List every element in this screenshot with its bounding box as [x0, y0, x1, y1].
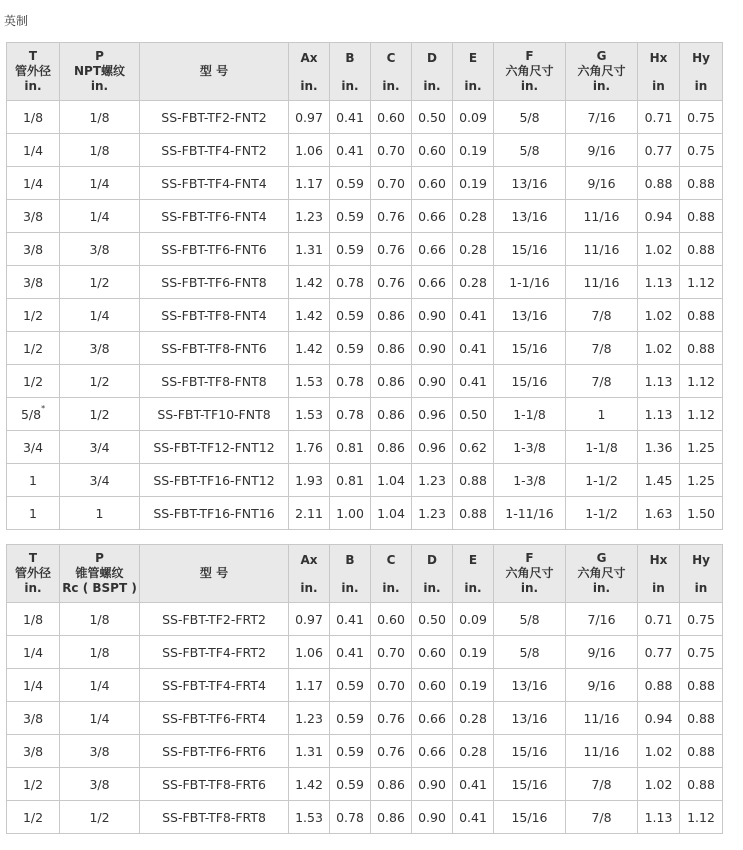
cell-tube-od: 3/8 — [7, 735, 60, 768]
cell-pipe-thread: 1/4 — [60, 299, 140, 332]
header-c: C in. — [371, 43, 412, 101]
cell-c: 0.70 — [371, 134, 412, 167]
cell-hy: 1.25 — [680, 431, 723, 464]
table-row — [7, 497, 723, 530]
cell-b: 0.59 — [330, 299, 371, 332]
cell-hy: 0.88 — [680, 702, 723, 735]
cell-hx: 0.71 — [638, 101, 680, 134]
cell-b: 0.81 — [330, 431, 371, 464]
cell-pipe-thread: 1/8 — [60, 636, 140, 669]
table-body — [7, 101, 723, 530]
cell-c: 1.04 — [371, 497, 412, 530]
table-row — [7, 398, 723, 431]
cell-hex-g: 1-1/2 — [566, 464, 638, 497]
cell-hex-f: 13/16 — [494, 702, 566, 735]
cell-hex-g: 7/8 — [566, 768, 638, 801]
cell-model-number: SS-FBT-TF8-FNT8 — [140, 365, 289, 398]
cell-hy: 0.75 — [680, 603, 723, 636]
cell-d: 0.66 — [412, 735, 453, 768]
header-e: E in. — [453, 43, 494, 101]
cell-e: 0.28 — [453, 735, 494, 768]
table-row — [7, 603, 723, 636]
cell-hy: 0.88 — [680, 669, 723, 702]
cell-e: 0.09 — [453, 101, 494, 134]
cell-tube-od: 5/8* — [7, 398, 60, 431]
cell-hy: 1.12 — [680, 801, 723, 834]
cell-c: 0.70 — [371, 636, 412, 669]
cell-b: 0.59 — [330, 167, 371, 200]
cell-e: 0.88 — [453, 464, 494, 497]
header-f: F 六角尺寸 in. — [494, 545, 566, 603]
cell-e: 0.41 — [453, 801, 494, 834]
cell-e: 0.09 — [453, 603, 494, 636]
cell-b: 0.78 — [330, 266, 371, 299]
cell-b: 0.41 — [330, 101, 371, 134]
cell-hex-g: 1-1/8 — [566, 431, 638, 464]
cell-b: 0.41 — [330, 636, 371, 669]
cell-tube-od: 1/4 — [7, 669, 60, 702]
cell-b: 0.41 — [330, 603, 371, 636]
cell-hex-f: 1-11/16 — [494, 497, 566, 530]
header-hy: Hy in — [680, 43, 723, 101]
cell-tube-od: 1/4 — [7, 167, 60, 200]
cell-b: 0.59 — [330, 200, 371, 233]
cell-pipe-thread: 1/8 — [60, 134, 140, 167]
cell-pipe-thread: 3/8 — [60, 332, 140, 365]
cell-hx: 0.77 — [638, 636, 680, 669]
table-row — [7, 768, 723, 801]
cell-d: 0.96 — [412, 398, 453, 431]
cell-hy: 1.12 — [680, 398, 723, 431]
cell-hex-f: 5/8 — [494, 636, 566, 669]
table-row — [7, 200, 723, 233]
cell-ax: 1.42 — [289, 299, 330, 332]
page-caption: 英制 — [4, 14, 29, 28]
cell-hx: 1.02 — [638, 768, 680, 801]
cell-hy: 0.88 — [680, 299, 723, 332]
cell-d: 0.66 — [412, 233, 453, 266]
cell-d: 0.66 — [412, 200, 453, 233]
cell-c: 0.76 — [371, 200, 412, 233]
header-b: B in. — [330, 43, 371, 101]
cell-d: 0.50 — [412, 603, 453, 636]
table-row — [7, 365, 723, 398]
cell-hex-g: 1-1/2 — [566, 497, 638, 530]
cell-e: 0.62 — [453, 431, 494, 464]
header-ax: Ax in. — [289, 43, 330, 101]
fitting-table-bspt — [6, 544, 723, 834]
table-row — [7, 431, 723, 464]
cell-hex-f: 15/16 — [494, 332, 566, 365]
cell-ax: 1.42 — [289, 266, 330, 299]
cell-d: 1.23 — [412, 497, 453, 530]
cell-d: 0.90 — [412, 801, 453, 834]
cell-hx: 1.63 — [638, 497, 680, 530]
cell-hx: 1.13 — [638, 266, 680, 299]
cell-model-number: SS-FBT-TF12-FNT12 — [140, 431, 289, 464]
cell-model-number: SS-FBT-TF4-FRT2 — [140, 636, 289, 669]
cell-hex-g: 9/16 — [566, 636, 638, 669]
cell-hex-g: 11/16 — [566, 200, 638, 233]
table-row — [7, 101, 723, 134]
cell-hex-f: 13/16 — [494, 299, 566, 332]
table-body — [7, 603, 723, 834]
cell-e: 0.19 — [453, 669, 494, 702]
cell-ax: 1.76 — [289, 431, 330, 464]
cell-c: 0.86 — [371, 299, 412, 332]
table-row — [7, 233, 723, 266]
cell-e: 0.19 — [453, 134, 494, 167]
cell-hex-f: 1-3/8 — [494, 431, 566, 464]
table-row — [7, 299, 723, 332]
cell-pipe-thread: 3/4 — [60, 464, 140, 497]
cell-model-number: SS-FBT-TF2-FNT2 — [140, 101, 289, 134]
cell-hex-f: 15/16 — [494, 365, 566, 398]
header-d: D in. — [412, 545, 453, 603]
cell-hex-g: 9/16 — [566, 134, 638, 167]
header-b: B in. — [330, 545, 371, 603]
cell-tube-od: 3/4 — [7, 431, 60, 464]
cell-pipe-thread: 1/4 — [60, 669, 140, 702]
cell-hex-g: 11/16 — [566, 735, 638, 768]
cell-hx: 1.02 — [638, 332, 680, 365]
cell-model-number: SS-FBT-TF8-FRT6 — [140, 768, 289, 801]
header-hx: Hx in — [638, 545, 680, 603]
cell-e: 0.19 — [453, 167, 494, 200]
cell-hex-f: 15/16 — [494, 233, 566, 266]
cell-d: 0.60 — [412, 636, 453, 669]
cell-c: 0.76 — [371, 735, 412, 768]
header-d: D in. — [412, 43, 453, 101]
header-c: C in. — [371, 545, 412, 603]
cell-pipe-thread: 1 — [60, 497, 140, 530]
cell-hex-g: 9/16 — [566, 167, 638, 200]
cell-c: 0.76 — [371, 702, 412, 735]
cell-hex-g: 7/8 — [566, 801, 638, 834]
cell-tube-od: 3/8 — [7, 702, 60, 735]
table-row — [7, 332, 723, 365]
cell-c: 0.86 — [371, 365, 412, 398]
cell-hex-f: 15/16 — [494, 735, 566, 768]
cell-hex-f: 15/16 — [494, 801, 566, 834]
cell-tube-od: 1/4 — [7, 636, 60, 669]
cell-ax: 1.53 — [289, 365, 330, 398]
cell-hy: 0.75 — [680, 101, 723, 134]
cell-tube-od: 1/2 — [7, 801, 60, 834]
cell-hex-f: 5/8 — [494, 603, 566, 636]
cell-ax: 0.97 — [289, 603, 330, 636]
cell-d: 1.23 — [412, 464, 453, 497]
table-row — [7, 266, 723, 299]
header-g: G 六角尺寸 in. — [566, 545, 638, 603]
cell-d: 0.90 — [412, 299, 453, 332]
cell-model-number: SS-FBT-TF16-FNT12 — [140, 464, 289, 497]
cell-d: 0.66 — [412, 266, 453, 299]
cell-hex-g: 9/16 — [566, 669, 638, 702]
cell-tube-od: 1 — [7, 464, 60, 497]
cell-hex-f: 1-3/8 — [494, 464, 566, 497]
cell-model-number: SS-FBT-TF6-FNT8 — [140, 266, 289, 299]
cell-ax: 1.42 — [289, 768, 330, 801]
cell-d: 0.60 — [412, 167, 453, 200]
cell-d: 0.66 — [412, 702, 453, 735]
cell-pipe-thread: 1/2 — [60, 801, 140, 834]
cell-pipe-thread: 3/8 — [60, 233, 140, 266]
cell-e: 0.41 — [453, 299, 494, 332]
cell-ax: 1.17 — [289, 167, 330, 200]
header-p: P NPT螺纹 in. — [60, 43, 140, 101]
cell-ax: 1.93 — [289, 464, 330, 497]
cell-c: 0.76 — [371, 233, 412, 266]
cell-pipe-thread: 3/8 — [60, 768, 140, 801]
cell-tube-od: 1/2 — [7, 299, 60, 332]
cell-hx: 1.02 — [638, 299, 680, 332]
cell-hex-f: 13/16 — [494, 200, 566, 233]
cell-b: 0.41 — [330, 134, 371, 167]
header-ax: Ax in. — [289, 545, 330, 603]
cell-ax: 1.53 — [289, 398, 330, 431]
cell-hy: 0.88 — [680, 332, 723, 365]
cell-hy: 1.12 — [680, 365, 723, 398]
cell-e: 0.19 — [453, 636, 494, 669]
cell-pipe-thread: 1/2 — [60, 365, 140, 398]
cell-b: 0.78 — [330, 398, 371, 431]
cell-hy: 0.75 — [680, 636, 723, 669]
cell-pipe-thread: 1/8 — [60, 603, 140, 636]
cell-hex-g: 11/16 — [566, 266, 638, 299]
cell-tube-od: 1/2 — [7, 332, 60, 365]
cell-model-number: SS-FBT-TF16-FNT16 — [140, 497, 289, 530]
table-row — [7, 636, 723, 669]
cell-c: 0.70 — [371, 167, 412, 200]
cell-ax: 1.06 — [289, 134, 330, 167]
cell-model-number: SS-FBT-TF4-FNT2 — [140, 134, 289, 167]
cell-pipe-thread: 3/8 — [60, 735, 140, 768]
cell-b: 0.78 — [330, 801, 371, 834]
cell-e: 0.28 — [453, 233, 494, 266]
cell-hy: 0.75 — [680, 134, 723, 167]
cell-c: 0.76 — [371, 266, 412, 299]
cell-model-number: SS-FBT-TF8-FRT8 — [140, 801, 289, 834]
cell-hx: 1.02 — [638, 735, 680, 768]
cell-pipe-thread: 1/4 — [60, 167, 140, 200]
cell-c: 0.86 — [371, 332, 412, 365]
cell-tube-od: 1/8 — [7, 101, 60, 134]
cell-hx: 1.13 — [638, 398, 680, 431]
header-f: F 六角尺寸 in. — [494, 43, 566, 101]
cell-ax: 2.11 — [289, 497, 330, 530]
cell-d: 0.90 — [412, 365, 453, 398]
cell-model-number: SS-FBT-TF10-FNT8 — [140, 398, 289, 431]
cell-hy: 1.25 — [680, 464, 723, 497]
cell-tube-od: 1/4 — [7, 134, 60, 167]
table-row — [7, 801, 723, 834]
table-row — [7, 735, 723, 768]
cell-model-number: SS-FBT-TF6-FNT6 — [140, 233, 289, 266]
cell-hex-g: 7/16 — [566, 101, 638, 134]
cell-b: 0.59 — [330, 702, 371, 735]
cell-hex-f: 13/16 — [494, 669, 566, 702]
cell-hx: 1.13 — [638, 801, 680, 834]
header-model: 型 号 — [140, 545, 289, 603]
cell-e: 0.41 — [453, 365, 494, 398]
header-p: P 锥管螺纹 Rc ( BSPT ) — [60, 545, 140, 603]
table-row — [7, 167, 723, 200]
cell-pipe-thread: 1/4 — [60, 702, 140, 735]
cell-d: 0.60 — [412, 134, 453, 167]
cell-model-number: SS-FBT-TF6-FRT4 — [140, 702, 289, 735]
cell-hx: 1.02 — [638, 233, 680, 266]
cell-c: 0.60 — [371, 603, 412, 636]
cell-pipe-thread: 1/4 — [60, 200, 140, 233]
cell-d: 0.50 — [412, 101, 453, 134]
cell-d: 0.60 — [412, 669, 453, 702]
header-e: E in. — [453, 545, 494, 603]
cell-hy: 0.88 — [680, 233, 723, 266]
cell-b: 0.59 — [330, 735, 371, 768]
cell-hy: 0.88 — [680, 735, 723, 768]
cell-ax: 1.06 — [289, 636, 330, 669]
table-row — [7, 134, 723, 167]
cell-hex-f: 5/8 — [494, 134, 566, 167]
cell-hy: 0.88 — [680, 200, 723, 233]
cell-hex-f: 15/16 — [494, 768, 566, 801]
cell-hx: 0.88 — [638, 669, 680, 702]
fitting-table-npt — [6, 42, 723, 530]
cell-e: 0.41 — [453, 332, 494, 365]
cell-tube-od: 1/8 — [7, 603, 60, 636]
table-row — [7, 669, 723, 702]
cell-hy: 0.88 — [680, 167, 723, 200]
cell-ax: 0.97 — [289, 101, 330, 134]
cell-e: 0.50 — [453, 398, 494, 431]
cell-pipe-thread: 1/2 — [60, 398, 140, 431]
cell-hy: 1.12 — [680, 266, 723, 299]
cell-c: 0.86 — [371, 801, 412, 834]
cell-hx: 1.45 — [638, 464, 680, 497]
header-t: T 管外径 in. — [7, 43, 60, 101]
cell-hex-g: 7/8 — [566, 299, 638, 332]
cell-tube-od: 1 — [7, 497, 60, 530]
cell-hex-f: 1-1/8 — [494, 398, 566, 431]
cell-hx: 1.13 — [638, 365, 680, 398]
cell-hex-g: 1 — [566, 398, 638, 431]
cell-b: 0.59 — [330, 669, 371, 702]
cell-hx: 0.77 — [638, 134, 680, 167]
footnote-marker: * — [41, 403, 46, 413]
cell-c: 0.86 — [371, 398, 412, 431]
cell-hex-g: 7/8 — [566, 332, 638, 365]
cell-hex-g: 11/16 — [566, 702, 638, 735]
cell-c: 0.86 — [371, 431, 412, 464]
cell-hex-g: 11/16 — [566, 233, 638, 266]
cell-hex-f: 5/8 — [494, 101, 566, 134]
cell-pipe-thread: 1/8 — [60, 101, 140, 134]
cell-model-number: SS-FBT-TF4-FRT4 — [140, 669, 289, 702]
cell-c: 0.60 — [371, 101, 412, 134]
cell-tube-od: 1/2 — [7, 365, 60, 398]
cell-b: 0.59 — [330, 332, 371, 365]
cell-b: 1.00 — [330, 497, 371, 530]
cell-ax: 1.53 — [289, 801, 330, 834]
cell-tube-od: 3/8 — [7, 200, 60, 233]
cell-c: 0.70 — [371, 669, 412, 702]
cell-ax: 1.42 — [289, 332, 330, 365]
cell-hex-f: 1-1/16 — [494, 266, 566, 299]
cell-model-number: SS-FBT-TF2-FRT2 — [140, 603, 289, 636]
cell-hex-g: 7/8 — [566, 365, 638, 398]
cell-tube-od: 3/8 — [7, 266, 60, 299]
cell-hx: 1.36 — [638, 431, 680, 464]
cell-hx: 0.88 — [638, 167, 680, 200]
cell-tube-od: 1/2 — [7, 768, 60, 801]
cell-hex-f: 13/16 — [494, 167, 566, 200]
table-header — [7, 43, 723, 101]
header-t: T 管外径 in. — [7, 545, 60, 603]
cell-b: 0.78 — [330, 365, 371, 398]
cell-model-number: SS-FBT-TF8-FNT6 — [140, 332, 289, 365]
cell-ax: 1.31 — [289, 233, 330, 266]
cell-pipe-thread: 1/2 — [60, 266, 140, 299]
cell-ax: 1.23 — [289, 702, 330, 735]
cell-hy: 0.88 — [680, 768, 723, 801]
table-row — [7, 702, 723, 735]
cell-d: 0.90 — [412, 768, 453, 801]
cell-tube-od: 3/8 — [7, 233, 60, 266]
table-header — [7, 545, 723, 603]
cell-e: 0.28 — [453, 702, 494, 735]
header-hy: Hy in — [680, 545, 723, 603]
cell-ax: 1.17 — [289, 669, 330, 702]
cell-ax: 1.23 — [289, 200, 330, 233]
cell-e: 0.28 — [453, 200, 494, 233]
cell-hx: 0.94 — [638, 702, 680, 735]
cell-model-number: SS-FBT-TF6-FNT4 — [140, 200, 289, 233]
cell-b: 0.81 — [330, 464, 371, 497]
cell-b: 0.59 — [330, 233, 371, 266]
cell-e: 0.88 — [453, 497, 494, 530]
cell-ax: 1.31 — [289, 735, 330, 768]
cell-hx: 0.71 — [638, 603, 680, 636]
header-hx: Hx in — [638, 43, 680, 101]
cell-hy: 1.50 — [680, 497, 723, 530]
cell-d: 0.90 — [412, 332, 453, 365]
cell-model-number: SS-FBT-TF4-FNT4 — [140, 167, 289, 200]
cell-e: 0.41 — [453, 768, 494, 801]
cell-c: 0.86 — [371, 768, 412, 801]
cell-model-number: SS-FBT-TF6-FRT6 — [140, 735, 289, 768]
cell-model-number: SS-FBT-TF8-FNT4 — [140, 299, 289, 332]
cell-b: 0.59 — [330, 768, 371, 801]
cell-pipe-thread: 3/4 — [60, 431, 140, 464]
cell-d: 0.96 — [412, 431, 453, 464]
header-g: G 六角尺寸 in. — [566, 43, 638, 101]
cell-e: 0.28 — [453, 266, 494, 299]
header-model: 型 号 — [140, 43, 289, 101]
cell-hx: 0.94 — [638, 200, 680, 233]
cell-c: 1.04 — [371, 464, 412, 497]
cell-hex-g: 7/16 — [566, 603, 638, 636]
table-row — [7, 464, 723, 497]
